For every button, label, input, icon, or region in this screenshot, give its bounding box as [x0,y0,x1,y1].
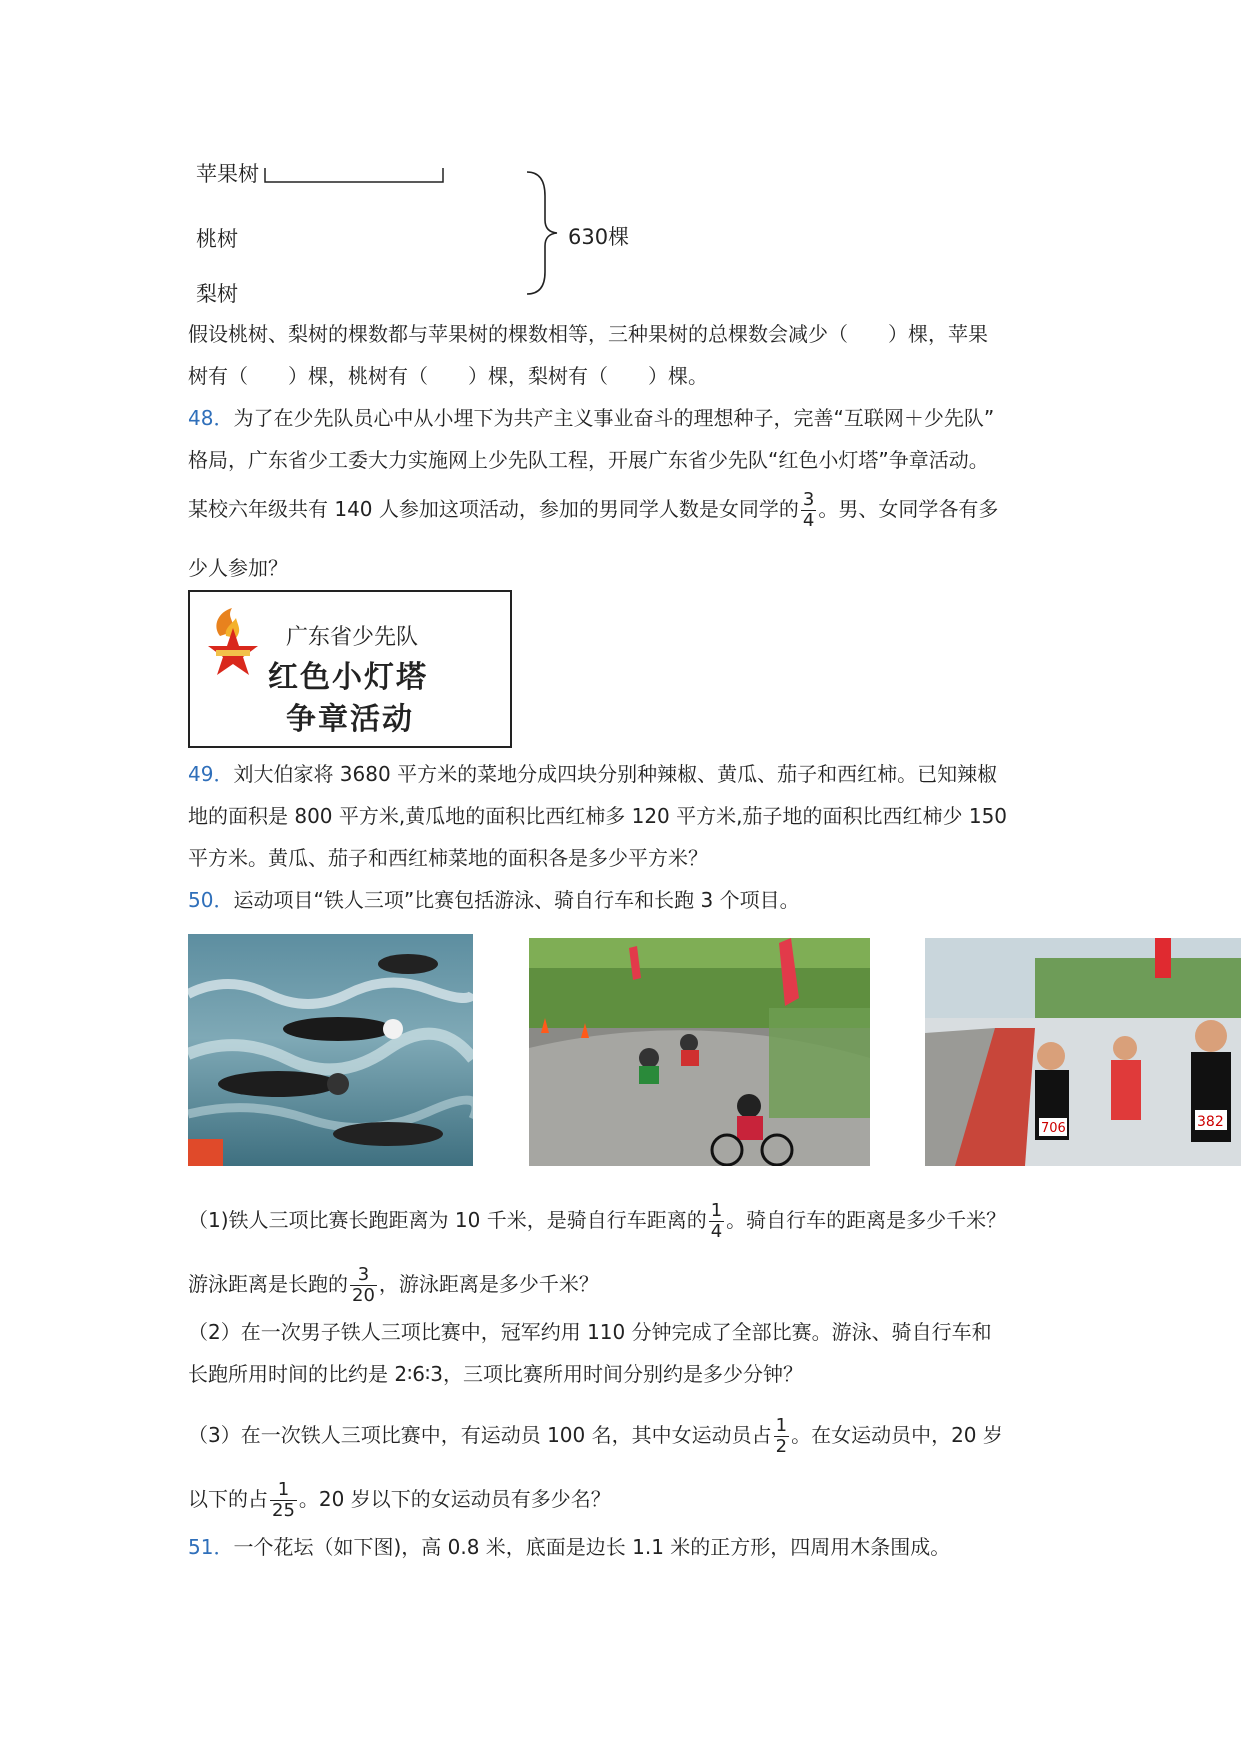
q50-part3-text-c: 以下的占 [188,1487,268,1511]
fraction [270,1480,297,1521]
q47-line2: 树有（ ）棵，桃树有（ ）棵，梨树有（ ）棵。 [188,364,708,388]
q48-line2: 格局，广东省少工委大力实施网上少先队工程，开展广东省少先队“红色小灯塔”争章活动。 [188,448,989,472]
q50-part1-text-c: 游泳距离是长跑的 [188,1272,348,1296]
fraction [801,490,816,531]
q51-line1 [188,1535,950,1559]
q50-part1-line1 [188,1201,1006,1242]
q48-line4: 少人参加？ [188,556,288,580]
fraction [709,1201,724,1242]
label-apple: 苹果树 [196,162,259,186]
q48-line3 [188,490,998,531]
q50-intro [188,888,800,912]
fraction [350,1265,377,1306]
question-number: 51． [188,1535,234,1559]
q49-line3: 平方米。黄瓜、茄子和西红柿菜地的面积各是多少平方米？ [188,846,708,870]
question-number: 50． [188,888,234,912]
q50-part3-text-d: 。20 岁以下的女运动员有多少名？ [298,1487,611,1511]
q50-part3-line1 [188,1416,1003,1457]
cycling-photo [529,938,870,1166]
fraction-denominator: 2 [775,1436,788,1457]
fraction-numerator: 1 [710,1200,723,1221]
q49-line2: 地的面积是 800 平方米,黄瓜地的面积比西红柿多 120 平方米,茄子地的面积比西红柿少 150 [188,804,1008,828]
q47-line1: 假设桃树、梨树的棵数都与苹果树的棵数相等，三种果树的总棵数会减少（ ）棵，苹果 [188,322,988,346]
q50-part3-text-b: 。在女运动员中，20 岁 [791,1423,1003,1447]
logo-line-3: 争章活动 [286,702,414,737]
cycling-illustration [529,938,870,1166]
question-number: 49． [188,762,234,786]
q48-text-a: 某校六年级共有 140 人参加这项活动，参加的男同学人数是女同学的 [188,497,799,521]
q48-text: 为了在少先队员心中从小埋下为共产主义事业奋斗的理想种子，完善“互联网＋少先队” [233,406,995,430]
q50-part2-line1: （2）在一次男子铁人三项比赛中，冠军约用 110 分钟完成了全部比赛。游泳、骑自行车和 [188,1320,992,1344]
activity-logo-box [188,590,512,748]
swimming-illustration [188,934,473,1166]
runner-bib-2: 382 [1197,1114,1224,1130]
swimming-photo [188,934,473,1166]
q48-line1 [188,406,994,430]
q50-part1-text-a: （1)铁人三项比赛长跑距离为 10 千米，是骑自行车距离的 [188,1208,707,1232]
fraction-denominator: 4 [710,1221,723,1242]
q51-text: 一个花坛（如下图)，高 0.8 米，底面是边长 1.1 米的正方形，四周用木条围成。 [233,1535,951,1559]
fraction-numerator: 3 [350,1265,377,1286]
q50-part2-line2: 长跑所用时间的比约是 2∶6∶3，三项比赛所用时间分别约是多少分钟？ [188,1362,803,1386]
q49-text: 刘大伯家将 3680 平方米的菜地分成四块分别种辣椒、黄瓜、茄子和西红柿。已知辣椒 [233,762,998,786]
fraction [774,1416,789,1457]
label-peach: 桃树 [196,227,238,251]
q49-line1 [188,762,997,786]
logo-line-2: 红色小灯塔 [268,660,428,695]
total-label: 630棵 [568,225,630,249]
fraction-numerator: 1 [270,1480,297,1501]
q50-part3-text-a: （3）在一次铁人三项比赛中，有运动员 100 名，其中女运动员占 [188,1423,772,1447]
torch-star-icon [202,606,264,678]
fraction-numerator: 3 [802,489,815,510]
logo-line-1: 广东省少先队 [286,625,419,650]
fraction-denominator: 25 [272,1500,295,1521]
q50-part1-text-d: ，游泳距离是多少千米？ [378,1272,599,1296]
running-photo [925,938,1241,1166]
fraction-denominator: 4 [802,510,815,531]
segment-diagram [255,160,585,300]
q48-text-b: 。男、女同学各有多 [818,497,999,521]
q50-part1-line2 [188,1265,599,1306]
fraction-denominator: 20 [352,1285,375,1306]
q50-part1-text-b: 。骑自行车的距离是多少千米？ [726,1208,1007,1232]
fraction-numerator: 1 [775,1415,788,1436]
running-illustration [925,938,1241,1166]
label-pear: 梨树 [196,282,238,306]
question-number: 48． [188,406,234,430]
runner-bib-1: 706 [1041,1121,1066,1136]
q50-intro-text: 运动项目“铁人三项”比赛包括游泳、骑自行车和长跑 3 个项目。 [233,888,800,912]
q50-part3-line2 [188,1480,611,1521]
